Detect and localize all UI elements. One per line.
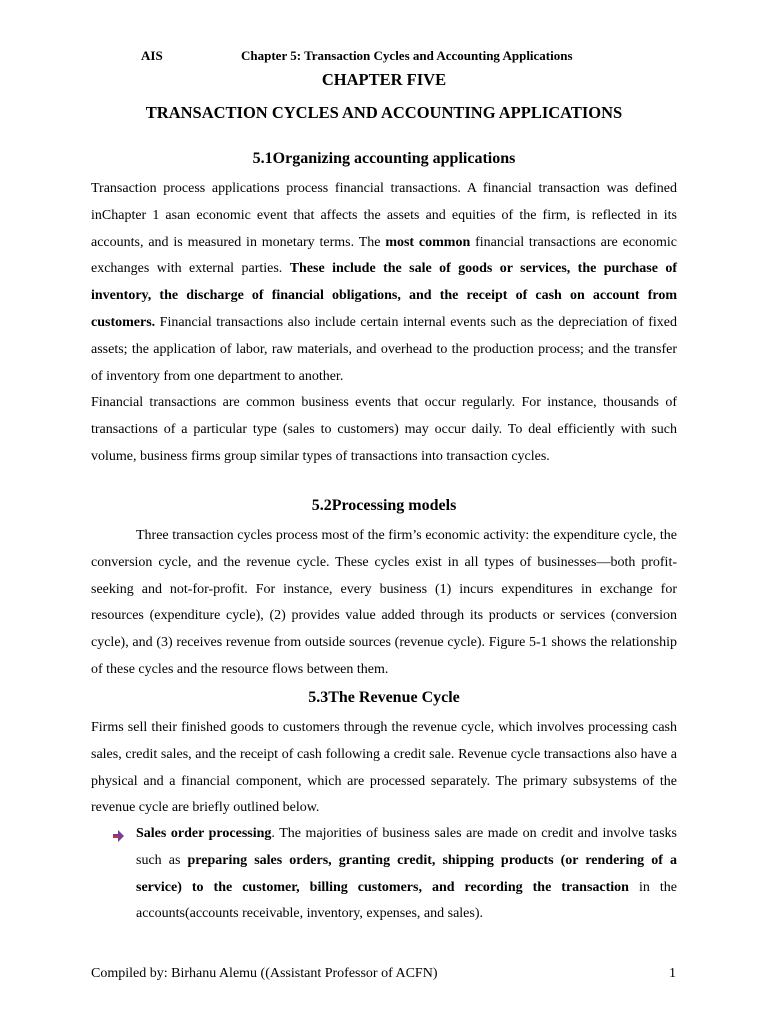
bullet-arrow-icon bbox=[111, 829, 125, 843]
paragraph-5-1-cycles: Financial transactions are common business events that occur regularly. For instance, thousands of transactions of a particular type (sales to customers) may occur daily. To deal efficiently with such volume, business firms group similar types of transactions into transaction cycles. bbox=[91, 395, 677, 464]
paragraph-5-1-intro: Transaction process applications process financial transactions. A financial transaction was defined inChapter 1 asan economic event that affects the assets and equities of the firm, is reflected in its accounts, and is measured in monetary terms. The most common financial transactions are economic exchanges with external parties. These include the sale of goods or services, the purchase of inventory, the discharge of financial obligations, and the receipt of cash on account from customers. Financial transactions also include certain internal events such as the depreciation of fixed assets; the application of labor, raw materials, and overhead to the production process; and the transfer of inventory from one department to another. bbox=[91, 181, 677, 384]
page-number: 1 bbox=[669, 966, 676, 981]
running-header-chapter: Chapter 5: Transaction Cycles and Accounting Applications bbox=[241, 48, 573, 63]
section-heading-5-3: 5.3The Revenue Cycle bbox=[308, 689, 460, 706]
section-heading-5-2: 5.2Processing models bbox=[311, 497, 457, 514]
paragraph-5-2-models: Three transaction cycles process most of the firm’s economic activity: the expenditure cycle, the conversion cycle, and the revenue cycle. These cycles exist in all types of businesses—both profit-seeking and not-for-profit. For instance, every business (1) incurs expenditures in exchange for resources (expenditure cycle), (2) provides value added through its products or services (conversion cycle), and (3) receives revenue from outside sources (revenue cycle). Figure 5-1 shows the relationship of these cycles and the resource flows between them. bbox=[91, 528, 677, 677]
section-heading-5-1: 5.1Organizing accounting applications bbox=[252, 150, 516, 167]
paragraph-5-3-revenue: Firms sell their finished goods to customers through the revenue cycle, which involves processing cash sales, credit sales, and the receipt of cash following a credit sale. Revenue cycle transactions also have a physical and a financial component, which are processed separately. The primary subsystems of the revenue cycle are briefly outlined below. bbox=[91, 720, 677, 816]
chapter-title: TRANSACTION CYCLES AND ACCOUNTING APPLICATIONS bbox=[145, 103, 623, 122]
running-header-course: AIS bbox=[141, 48, 163, 63]
list-item-sales-order-processing: Sales order processing. The majorities of business sales are made on credit and involve tasks such as preparing sales orders, granting credit, shipping products (or rendering of a service) to the customer, billing customers, and recording the transaction in the accounts(accounts receivable, inventory, expenses, and sales). bbox=[136, 826, 678, 922]
chapter-number: CHAPTER FIVE bbox=[321, 70, 447, 89]
footer-author: Compiled by: Birhanu Alemu ((Assistant Professor of ACFN) bbox=[91, 966, 438, 981]
